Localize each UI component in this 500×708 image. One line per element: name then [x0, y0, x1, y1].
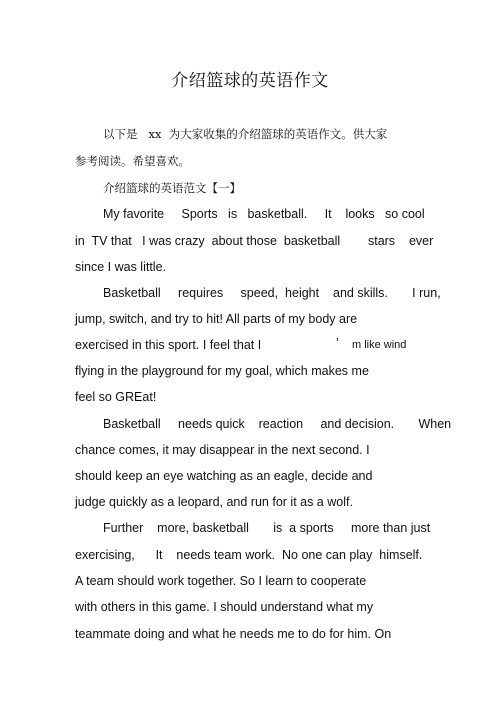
document-title: 介绍篮球的英语作文 — [171, 71, 329, 91]
body-line: My favorite Sports is basketball. It looks so cool — [103, 207, 425, 221]
body-line: should keep an eye watching as an eagle, decide and — [75, 469, 373, 483]
body-line: teammate doing and what he needs me to do for him. On — [75, 627, 392, 641]
body-line: Basketball needs quick reaction and decision. When — [103, 417, 452, 431]
body-line: with others in this game. I should understand what my — [75, 600, 374, 614]
section-heading: 介绍篮球的英语范文【一】 — [103, 181, 241, 195]
body-line: since I was little. — [75, 260, 167, 274]
body-line: in TV that I was crazy about those basketball stars ever — [75, 234, 434, 248]
body-line: feel so GREat! — [75, 390, 157, 404]
body-line: chance comes, it may disappear in the next second. I — [75, 443, 370, 457]
body-line: flying in the playground for my goal, which makes me — [75, 364, 369, 378]
body-line-fragment: m like wind — [352, 339, 407, 351]
intro-line-1: 以下是 xx 为大家收集的介绍篮球的英语作文。供大家 — [103, 127, 388, 141]
body-line: Basketball requires speed, height and skills. I run, — [103, 286, 441, 300]
body-line: jump, switch, and try to hit! All parts of my body are — [75, 312, 358, 326]
body-line: judge quickly as a leopard, and run for it as a wolf. — [75, 495, 353, 509]
body-line: Further more, basketball is a sports more than just — [103, 521, 431, 535]
intro-line-2: 参考阅读。希望喜欢。 — [75, 154, 190, 168]
apostrophe-fragment: ’ — [336, 336, 339, 350]
body-line: exercised in this sport. I feel that I — [75, 338, 262, 352]
body-line: A team should work together. So I learn to cooperate — [75, 574, 367, 588]
body-line: exercising, It needs team work. No one can play himself. — [75, 548, 423, 562]
